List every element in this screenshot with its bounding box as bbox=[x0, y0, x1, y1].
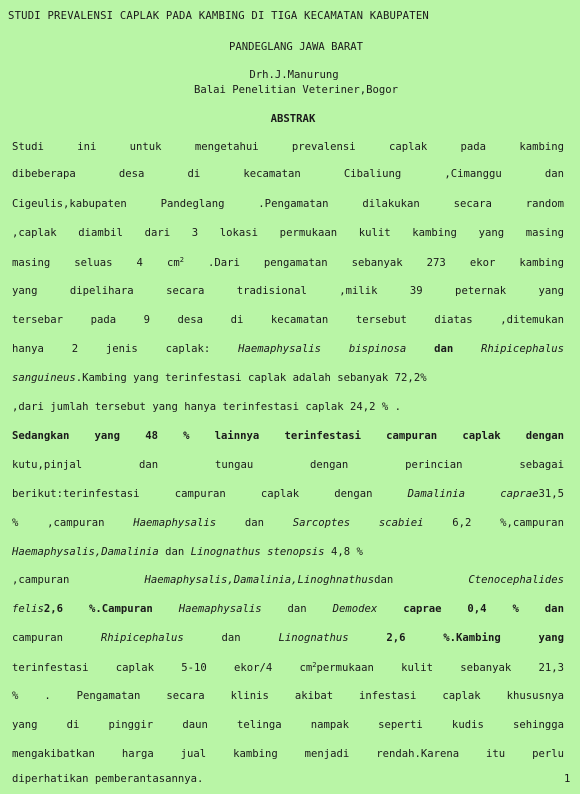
abstract-line-15: Haemaphysalis,Damalinia dan Linognathus stenopsis 4,8 % bbox=[12, 546, 363, 558]
abstract-line-9: sanguineus.Kambing yang terinfestasi caplak adalah sebanyak 72,2% bbox=[12, 372, 427, 384]
abstract-line-3: Cigeulis,kabupaten Pandeglang .Pengamatan dilakukan secara random bbox=[12, 198, 564, 210]
title-line-2: PANDEGLANG JAWA BARAT bbox=[229, 41, 363, 53]
abstract-line-11: Sedangkan yang 48 % lainnya terinfestasi campuran caplak dengan bbox=[12, 430, 564, 442]
abstract-line-14: % ,campuran Haemaphysalis dan Sarcoptes scabiei 6,2 %,campuran bbox=[12, 517, 564, 529]
abstract-heading: ABSTRAK bbox=[270, 113, 316, 125]
author: Drh.J.Manurung bbox=[249, 69, 339, 81]
abstract-line-21: yang di pinggir daun telinga nampak seperti kudis sehingga bbox=[12, 719, 564, 731]
abstract-line-7: tersebar pada 9 desa di kecamatan tersebut diatas ,ditemukan bbox=[12, 314, 564, 326]
abstract-line-23: diperhatikan pemberantasannya. bbox=[12, 773, 204, 785]
abstract-line-18: campuran Rhipicephalus dan Linognathus 2,6 %.Kambing yang bbox=[12, 632, 564, 644]
abstract-line-20: % . Pengamatan secara klinis akibat infestasi caplak khususnya bbox=[12, 690, 564, 702]
abstract-line-19: terinfestasi caplak 5-10 ekor/4 $cm^2permukaan$ kulit sebanyak 21,3 bbox=[12, 661, 564, 674]
superscript-2: 2 bbox=[312, 661, 317, 669]
abstract-line-10: ,dari jumlah tersebut yang hanya terinfestasi caplak 24,2 % . bbox=[12, 401, 402, 413]
abstract-line-4: ,caplak diambil dari 3 lokasi permukaan kulit kambing yang masing bbox=[12, 227, 564, 239]
page-number: 1 bbox=[564, 773, 571, 785]
abstract-line-8: hanya 2 jenis caplak: Haemaphysalis bispinosa dan Rhipicephalus bbox=[12, 343, 564, 355]
title-line-1: STUDI PREVALENSI CAPLAK PADA KAMBING DI TIGA KECAMATAN KABUPATEN bbox=[8, 10, 429, 22]
abstract-line-1: Studi ini untuk mengetahui prevalensi caplak pada kambing bbox=[12, 141, 564, 153]
abstract-line-6: yang dipelihara secara tradisional ,milik 39 peternak yang bbox=[12, 285, 564, 297]
abstract-line-12: kutu,pinjal dan tungau dengan perincian sebagai bbox=[12, 459, 564, 471]
abstract-line-2: dibeberapa desa di kecamatan Cibaliung ,Cimanggu dan bbox=[12, 168, 564, 180]
affiliation: Balai Penelitian Veteriner,Bogor bbox=[193, 84, 399, 96]
abstract-line-13: berikut:terinfestasi campuran caplak dengan Damalinia caprae31,5 bbox=[12, 488, 564, 500]
superscript: 2 bbox=[179, 256, 184, 264]
abstract-line-5: masing seluas 4 $cm^2$ .Dari pengamatan sebanyak 273 ekor kambing bbox=[12, 256, 564, 269]
abstract-line-16: ,campuran Haemaphysalis,Damalinia,Linoghnathusdan Ctenocephalides bbox=[12, 574, 564, 586]
abstract-line-17: felis2,6 %.Campuran Haemaphysalis dan Demodex caprae 0,4 % dan bbox=[12, 603, 564, 615]
abstract-line-22: mengakibatkan harga jual kambing menjadi rendah.Karena itu perlu bbox=[12, 748, 564, 760]
